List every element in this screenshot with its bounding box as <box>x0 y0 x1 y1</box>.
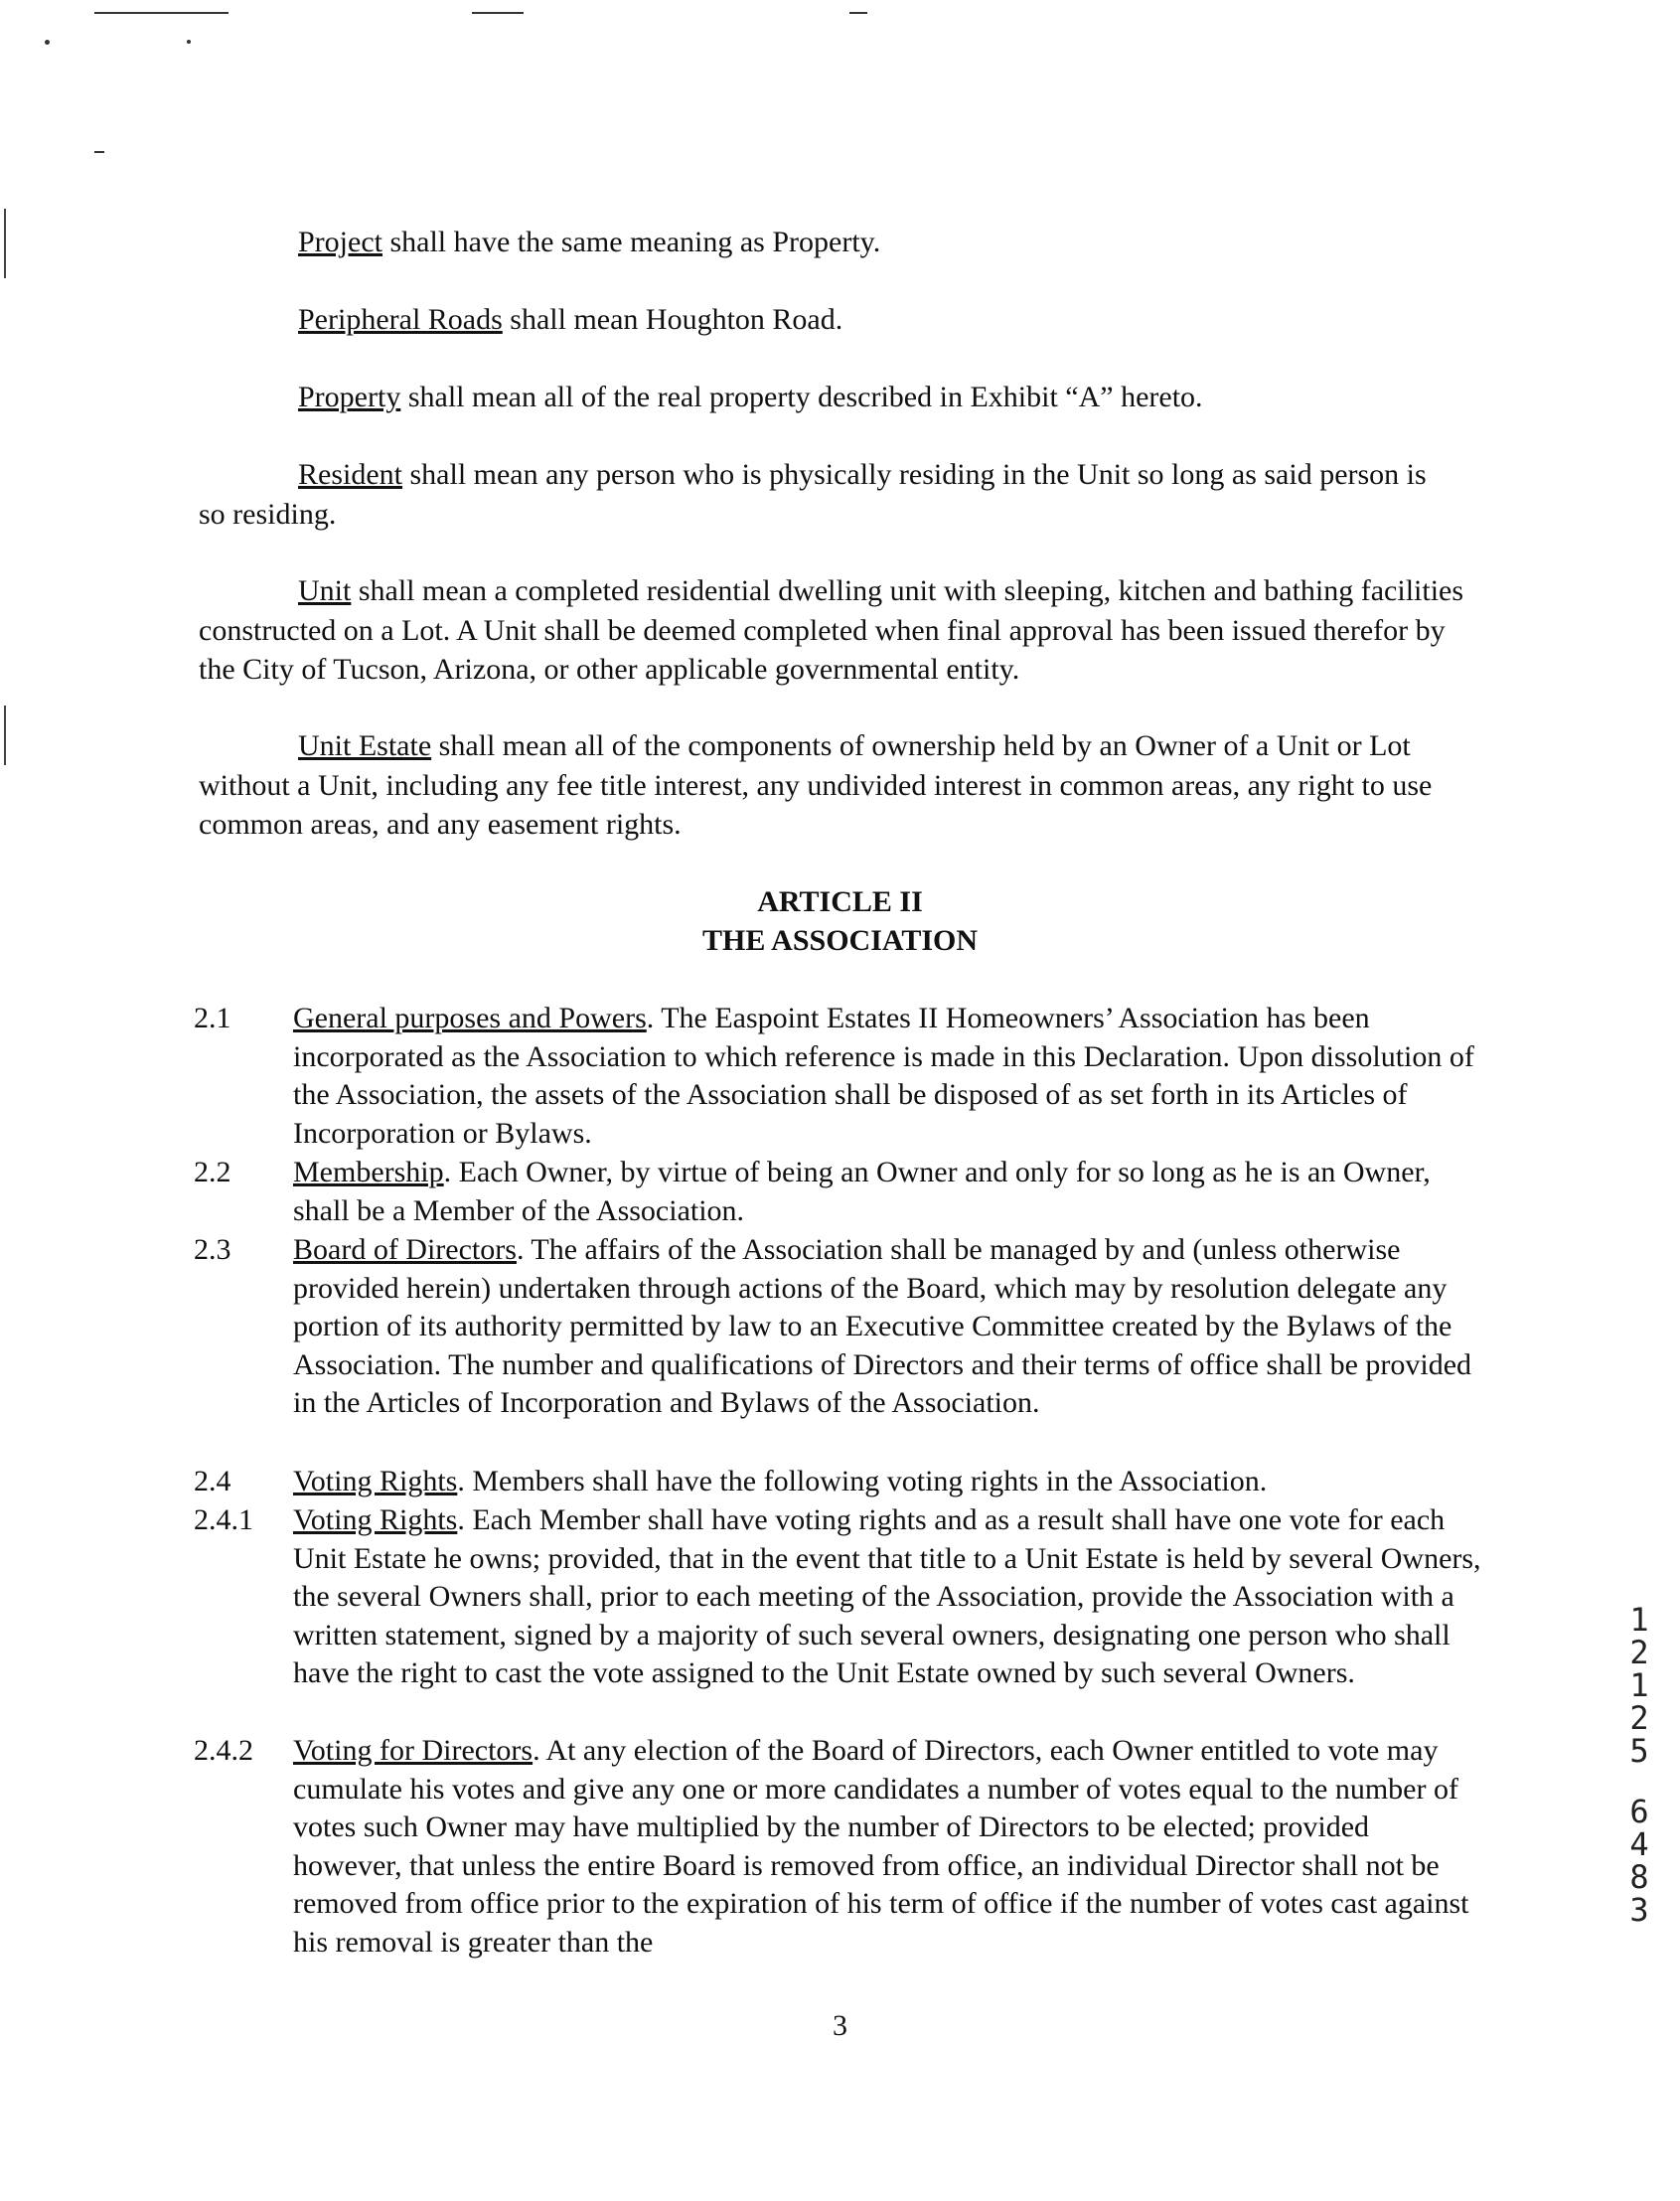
scan-artifact-dot <box>45 40 50 45</box>
section-number: 2.4 <box>194 1465 231 1497</box>
defined-term: Peripheral Roads <box>298 303 503 336</box>
defined-term: Property <box>298 381 401 413</box>
definition-text: shall mean any person who is physically residing in the Unit so long as said person is so residing. <box>199 458 1427 531</box>
section-2-4-2 <box>194 1732 1485 1963</box>
section-title: Voting Rights <box>293 1465 458 1497</box>
stamp-digit: 5 <box>1629 1732 1649 1770</box>
definition-project <box>298 223 1600 262</box>
stamp-digit: 2 <box>1629 1634 1649 1671</box>
article-title: THE ASSOCIATION <box>701 924 979 957</box>
stamp-digit: 3 <box>1629 1891 1649 1929</box>
defined-term: Unit Estate <box>298 729 432 762</box>
section-number: 2.4.1 <box>194 1503 253 1536</box>
section-title: Voting Rights <box>293 1503 458 1536</box>
section-2-4 <box>194 1463 1485 1501</box>
section-text: . Each Member shall have voting rights and as a result shall have one vote for each Unit Estate he owns; provided, that in the event that title to a Unit Estate is held by several Owners, the several Owners shall, prior to each meeting of the Association, provide the Association with a written statement, signed by a majority of such several owners, designating one person who shall have the right to cast the vote assigned to the Unit Estate owned by such several Owners. <box>293 1503 1481 1690</box>
section-2-1 <box>194 1000 1485 1153</box>
definition-text: shall mean a completed residential dwelling unit with sleeping, kitchen and bathing facilities constructed on a Lot. A Unit shall be deemed completed when final approval has been issued therefor by the City of Tucson, Arizona, or other applicable governmental entity. <box>199 574 1464 686</box>
definition-peripheral-roads <box>298 300 1600 340</box>
stamp-digit: 8 <box>1629 1858 1649 1896</box>
section-2-4-1 <box>194 1501 1485 1693</box>
scan-artifact-bar <box>4 706 6 765</box>
section-2-2 <box>194 1154 1485 1230</box>
definition-unit <box>199 571 1480 690</box>
stamp-digit: 1 <box>1629 1666 1649 1704</box>
scan-artifact-bar <box>4 209 6 278</box>
section-text: . The Easpoint Estates II Homeowners’ Association has been incorporated as the Association to which reference is made in this Declaration. Upon dissolution of the Association, the assets of the Association shall be disposed of as set forth in its Articles of Incorporation or Bylaws. <box>293 1002 1474 1150</box>
section-text: . Each Owner, by virtue of being an Owner and only for so long as he is an Owner, shall be a Member of the Association. <box>293 1156 1431 1227</box>
stamp-digit: 4 <box>1629 1825 1649 1863</box>
scan-artifact-rule <box>472 12 524 14</box>
definition-text: shall mean Houghton Road. <box>502 303 843 336</box>
section-title: Board of Directors <box>293 1233 517 1266</box>
section-number: 2.3 <box>194 1233 231 1266</box>
section-text: . The affairs of the Association shall be managed by and (unless otherwise provided herein) undertaken through actions of the Board, which may by resolution delegate any portion of its authority permitted by law to an Executive Committee created by the Bylaws of the Association. The number and qualifications of Directors and their terms of office shall be provided in the Articles of Incorporation and Bylaws of the Association. <box>293 1233 1472 1420</box>
section-number: 2.4.2 <box>194 1734 253 1767</box>
definition-property <box>298 378 1600 417</box>
recording-stamp <box>1623 1601 1655 1929</box>
section-number: 2.1 <box>194 1002 231 1034</box>
stamp-digit: 1 <box>1629 1601 1649 1639</box>
section-number: 2.2 <box>194 1156 231 1188</box>
section-title: Membership <box>293 1156 444 1188</box>
definition-unit-estate <box>199 726 1480 845</box>
defined-term: Unit <box>298 574 352 607</box>
defined-term: Project <box>298 226 382 258</box>
section-2-3 <box>194 1231 1485 1423</box>
definition-text: shall mean all of the real property described in Exhibit “A” hereto. <box>400 381 1203 413</box>
section-text: . Members shall have the following voting rights in the Association. <box>457 1465 1268 1497</box>
section-text: . At any election of the Board of Directors, each Owner entitled to vote may cumulate his votes and give any one or more candidates a number of votes equal to the number of votes such Owner may have multiplied by the number of Directors to be elected; provided however, that unless the entire Board is removed from office, an individual Director shall not be removed from office prior to the expiration of his term of office if the number of votes cast against his removal is greater than the <box>293 1734 1469 1959</box>
page-number: 3 <box>833 2009 847 2042</box>
stamp-digit: 2 <box>1629 1699 1649 1737</box>
scan-artifact-rule <box>849 12 867 14</box>
defined-term: Resident <box>298 458 402 491</box>
scan-artifact-rule <box>94 12 229 14</box>
definition-text: shall mean all of the components of ownership held by an Owner of a Unit or Lot without a Unit, including any fee title interest, any undivided interest in common areas, any right to use common areas, and any easement rights. <box>199 729 1433 841</box>
section-title: Voting for Directors <box>293 1734 534 1767</box>
scan-artifact-rule <box>94 151 104 153</box>
article-number: ARTICLE II <box>757 885 923 918</box>
stamp-digit: 6 <box>1629 1793 1649 1830</box>
section-title: General purposes and Powers <box>293 1002 647 1034</box>
definition-resident <box>199 455 1441 534</box>
definition-text: shall have the same meaning as Property. <box>382 226 881 258</box>
scan-artifact-dot <box>187 40 191 44</box>
